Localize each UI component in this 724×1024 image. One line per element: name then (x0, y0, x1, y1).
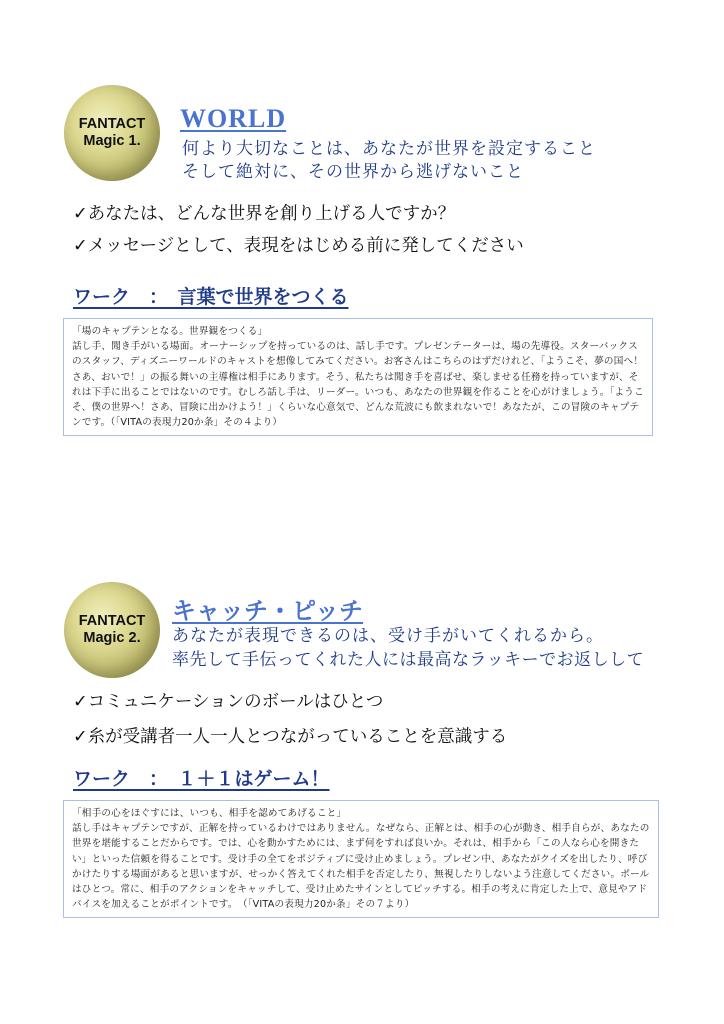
moon-badge-2 (64, 582, 160, 678)
check-item-2: ✓メッセージとして、表現をはじめる前に発してください (73, 236, 524, 256)
work-heading-2: ワーク ： １＋１はゲーム！ (73, 768, 330, 790)
work-heading-1: ワーク ： 言葉で世界をつくる (73, 286, 349, 308)
check-item-1: ✓あなたは、どんな世界を創り上げる人ですか？ (73, 204, 456, 224)
quote-title: 「相手の心をほぐすには、いつも、相手を認めてあげること」 (72, 808, 347, 819)
quote-box-2 (63, 800, 659, 918)
section-title-catch-pitch: キャッチ・ピッチ (172, 597, 364, 625)
check-item-2: ✓糸が受講者一人一人とつながっていることを意識する (73, 727, 508, 747)
section-title-world: WORLD (180, 104, 287, 133)
quote-body: 話し手、聞き手がいる場面。オーナーシップを持っているのは、話し手です。プレゼンテーターは、場の先導役。スターバックスのスタッフ、ディズニーワールドのキャストを想像してみてください。お客さんはこちらのはずだけれど、「ようこそ、夢の国へ！さあ、おいで！」の振る舞いの主導権は相手にあります。そう、私たちは聞き手を喜ばせ、楽しませる任務を持っていますが、それは下手に出ることではないのです。むしろ話し手は、リーダー。いつも、あなたの世界観を作ることを心がけましょう。「ようこそ、僕の世界へ！さあ、冒険に出かけよう！」くらいな心意気で、どんな荒波にも飲まれないで！あなたが、この冒険のキャプテンです。（「VITAの表現力20か条」その４より） (72, 341, 644, 429)
subtitle-line2: 率先して手伝ってくれた人には最高なラッキーでお返しして (172, 650, 645, 670)
badge-line2: Magic 1. (83, 133, 141, 149)
badge-line1: FANTACT (78, 613, 146, 629)
badge-line1: FANTACT (78, 116, 146, 132)
quote-title: 「場のキャプテンとなる。世界観をつくる」 (72, 326, 268, 337)
quote-body: 話し手はキャプテンですが、正解を持っているわけではありません。なぜなら、正解とは、相手の心が動き、相手自らが、あなたの世界を堪能することだからです。では、心を動かすためには、まず何をすれば良いか。それは、相手から「この人なら心を開きたい」といった信頼を得ることです。受け手の全てをポジティブに受け止めましょう。プレゼン中、あなたがクイズを出したり、呼びかけたりする場面があると思いますが、せっかく答えてくれた相手を否定したり、無視したりしないよう注意してください。ボールはひとつ。常に、相手のアクションをキャッチして、受け止めたサインとしてピッチする。相手の考えに肯定した上で、意見やアドバイスを加えることがポイントです。 （「VITAの表現力20か条」その７より） (72, 823, 650, 911)
check-item-1: ✓コミュニケーションのボールはひとつ (73, 692, 384, 712)
subtitle-line2: そして絶対に、その世界から逃げないこと (182, 162, 524, 182)
badge-line2: Magic 2. (83, 630, 141, 646)
subtitle-line1: あなたが表現できるのは、受け手がいてくれるから。 (172, 626, 604, 646)
quote-box-1 (63, 318, 653, 436)
moon-badge-1 (64, 85, 160, 181)
subtitle-line1: 何より大切なことは、あなたが世界を設定すること (182, 139, 596, 159)
